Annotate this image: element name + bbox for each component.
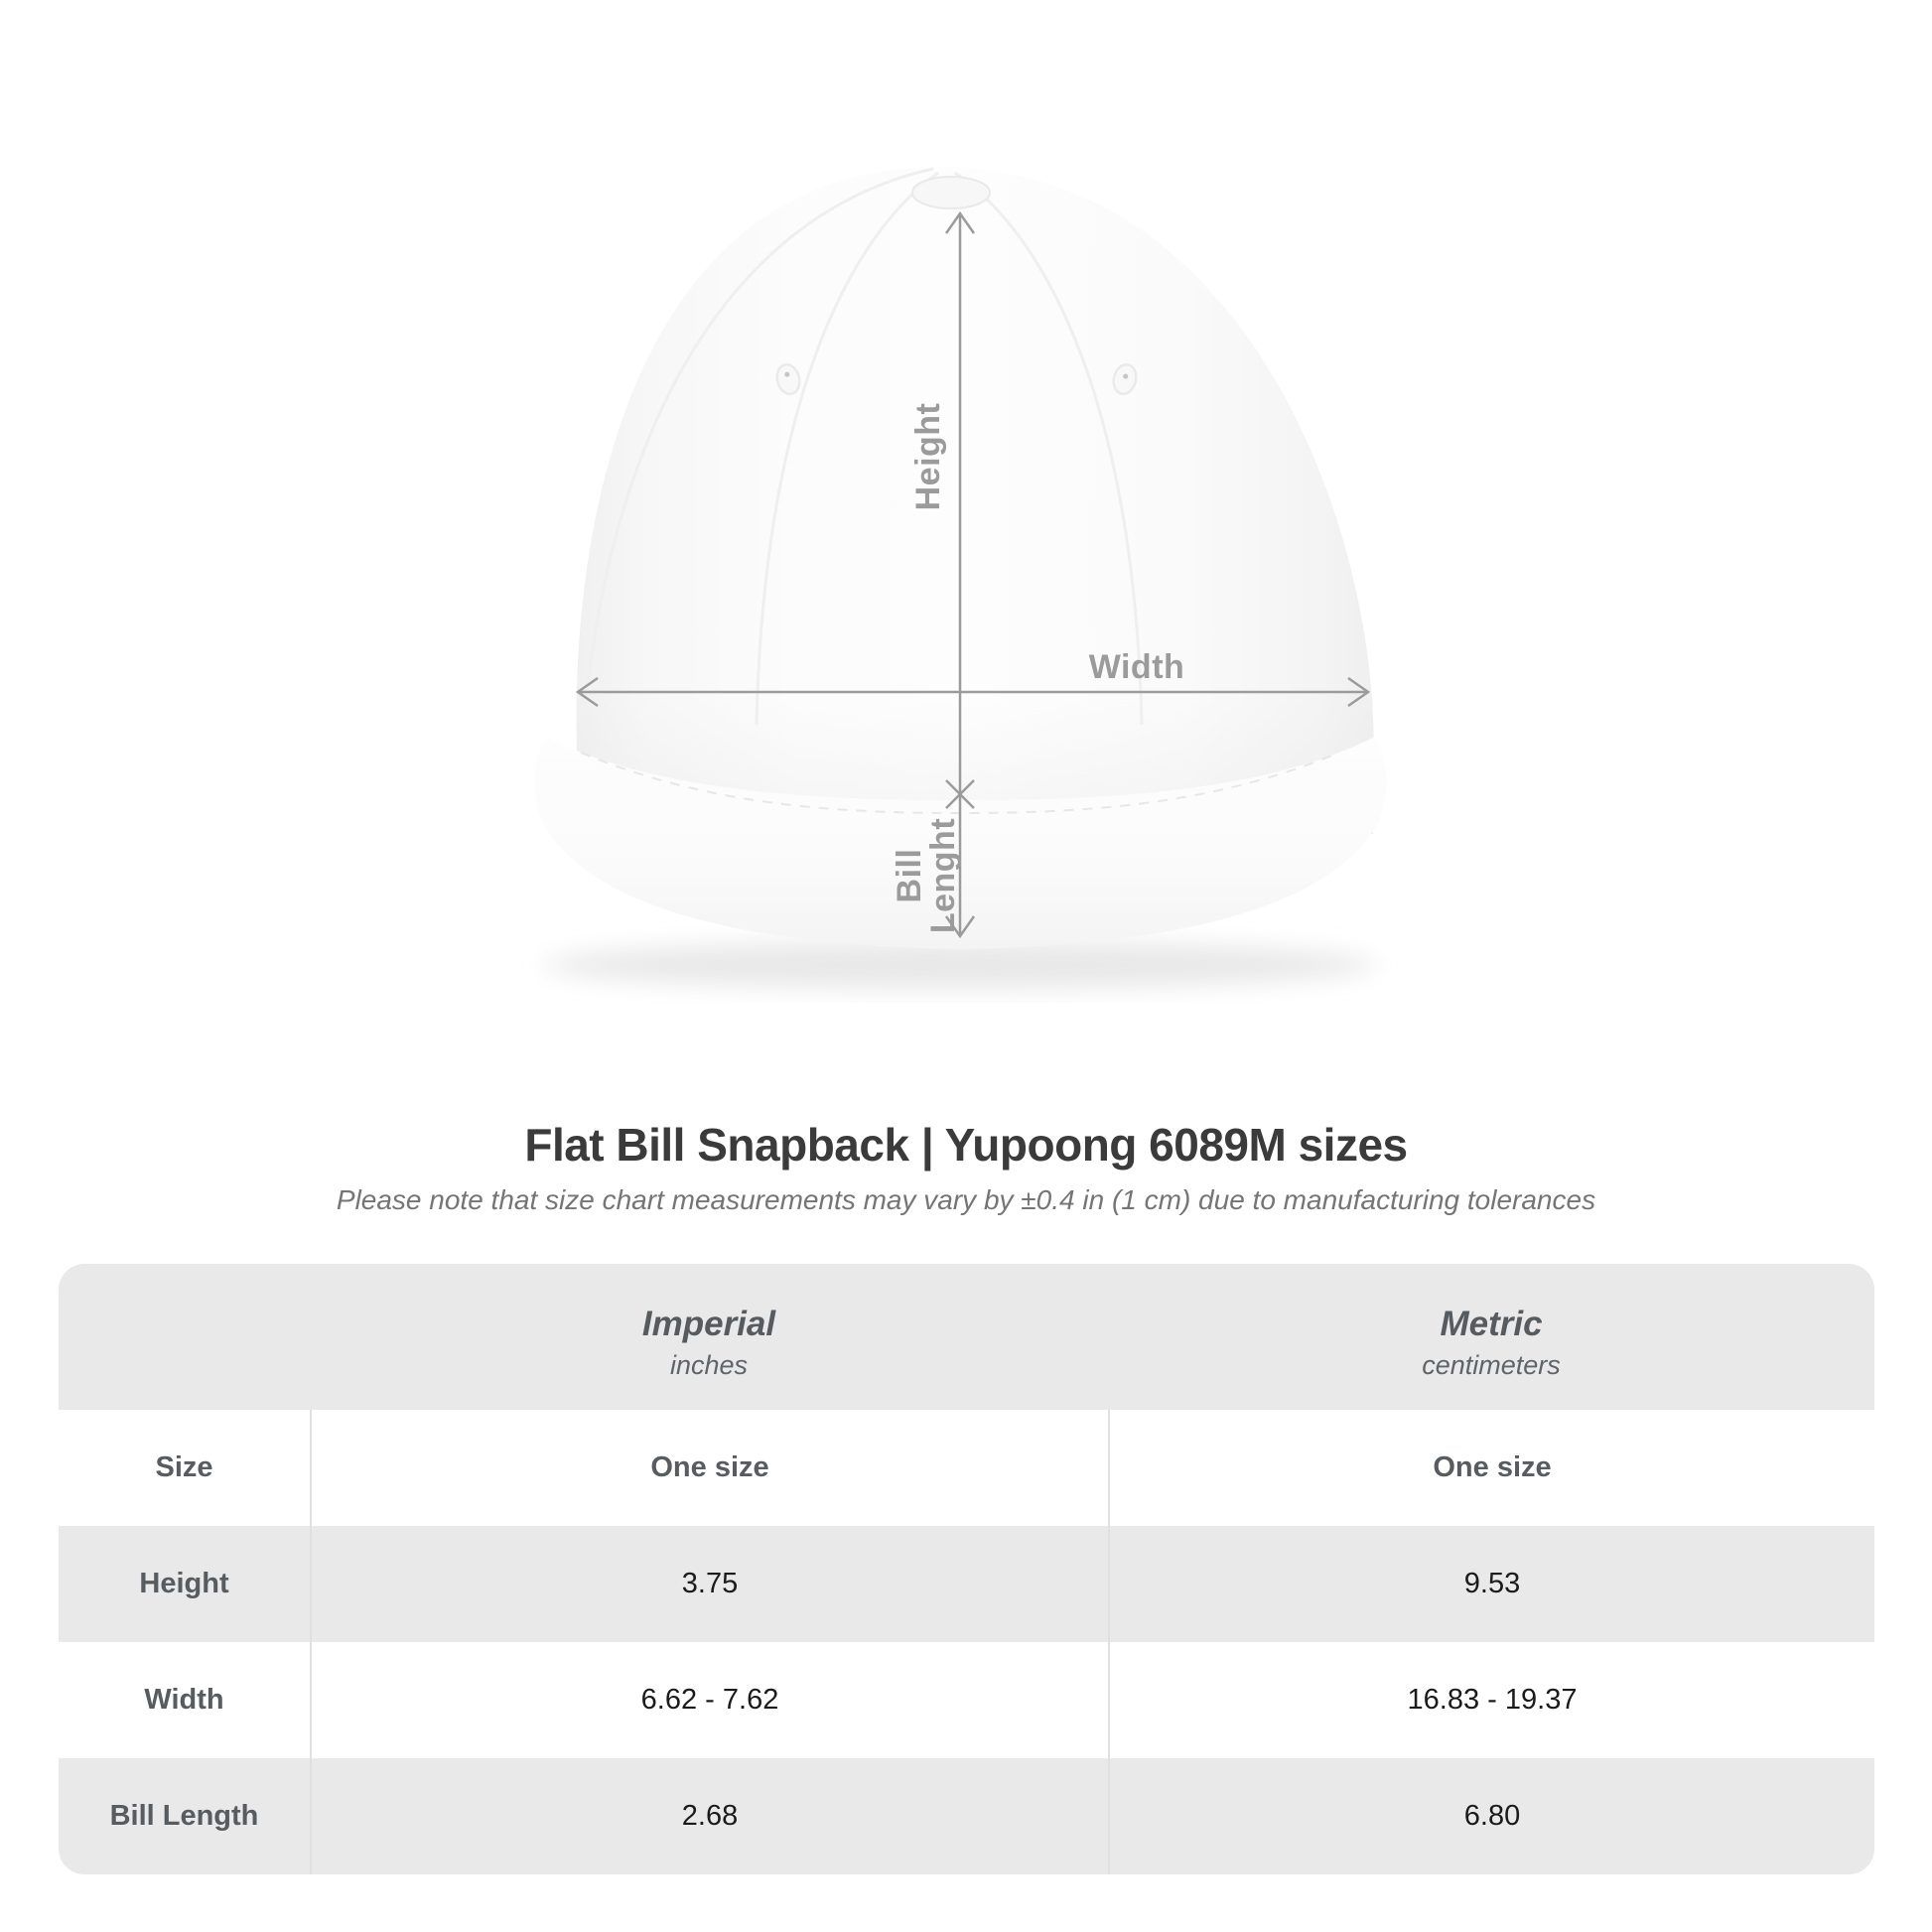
bill-length-label-line2: Lenght xyxy=(924,817,962,934)
imperial-value: One size xyxy=(310,1410,1108,1526)
metric-value: One size xyxy=(1108,1410,1874,1526)
hat-diagram-svg xyxy=(397,129,1529,1003)
imperial-header-unit: inches xyxy=(669,1350,749,1380)
metric-value: 6.80 xyxy=(1108,1758,1874,1874)
table-row-height xyxy=(59,1526,1874,1642)
metric-value: 9.53 xyxy=(1108,1526,1874,1642)
row-label: Size xyxy=(155,1451,213,1483)
imperial-value: 2.68 xyxy=(310,1758,1108,1874)
bill-length-label-line1: Bill xyxy=(891,848,928,903)
hat-button xyxy=(912,177,990,208)
width-arrow-label: Width xyxy=(1088,648,1185,686)
imperial-header-label: Imperial xyxy=(641,1305,776,1343)
size-table-header xyxy=(59,1264,1874,1410)
metric-header xyxy=(1108,1264,1874,1410)
row-label: Bill Length xyxy=(109,1800,259,1832)
row-label: Height xyxy=(139,1568,229,1599)
header-spacer-cell xyxy=(59,1264,310,1410)
imperial-header xyxy=(310,1264,1108,1410)
table-row-size xyxy=(59,1410,1874,1526)
metric-header-label: Metric xyxy=(1440,1305,1543,1343)
metric-header-unit: centimeters xyxy=(1422,1350,1561,1380)
imperial-value: 3.75 xyxy=(310,1526,1108,1642)
table-row-bill-length xyxy=(59,1758,1874,1874)
metric-value: 16.83 - 19.37 xyxy=(1108,1642,1874,1758)
title-block xyxy=(0,1118,1932,1216)
hat-diagram xyxy=(397,129,1529,1003)
page-title: Flat Bill Snapback | Yupoong 6089M sizes xyxy=(524,1119,1408,1171)
imperial-value: 6.62 - 7.62 xyxy=(310,1642,1108,1758)
height-arrow-label: Height xyxy=(909,402,947,511)
hat-crown xyxy=(577,167,1374,834)
size-table xyxy=(59,1264,1874,1874)
table-row-width xyxy=(59,1642,1874,1758)
tolerance-note: Please note that size chart measurements may vary by ±0.4 in (1 cm) due to manufacturing tolerances xyxy=(336,1184,1596,1215)
row-label: Width xyxy=(144,1684,224,1716)
